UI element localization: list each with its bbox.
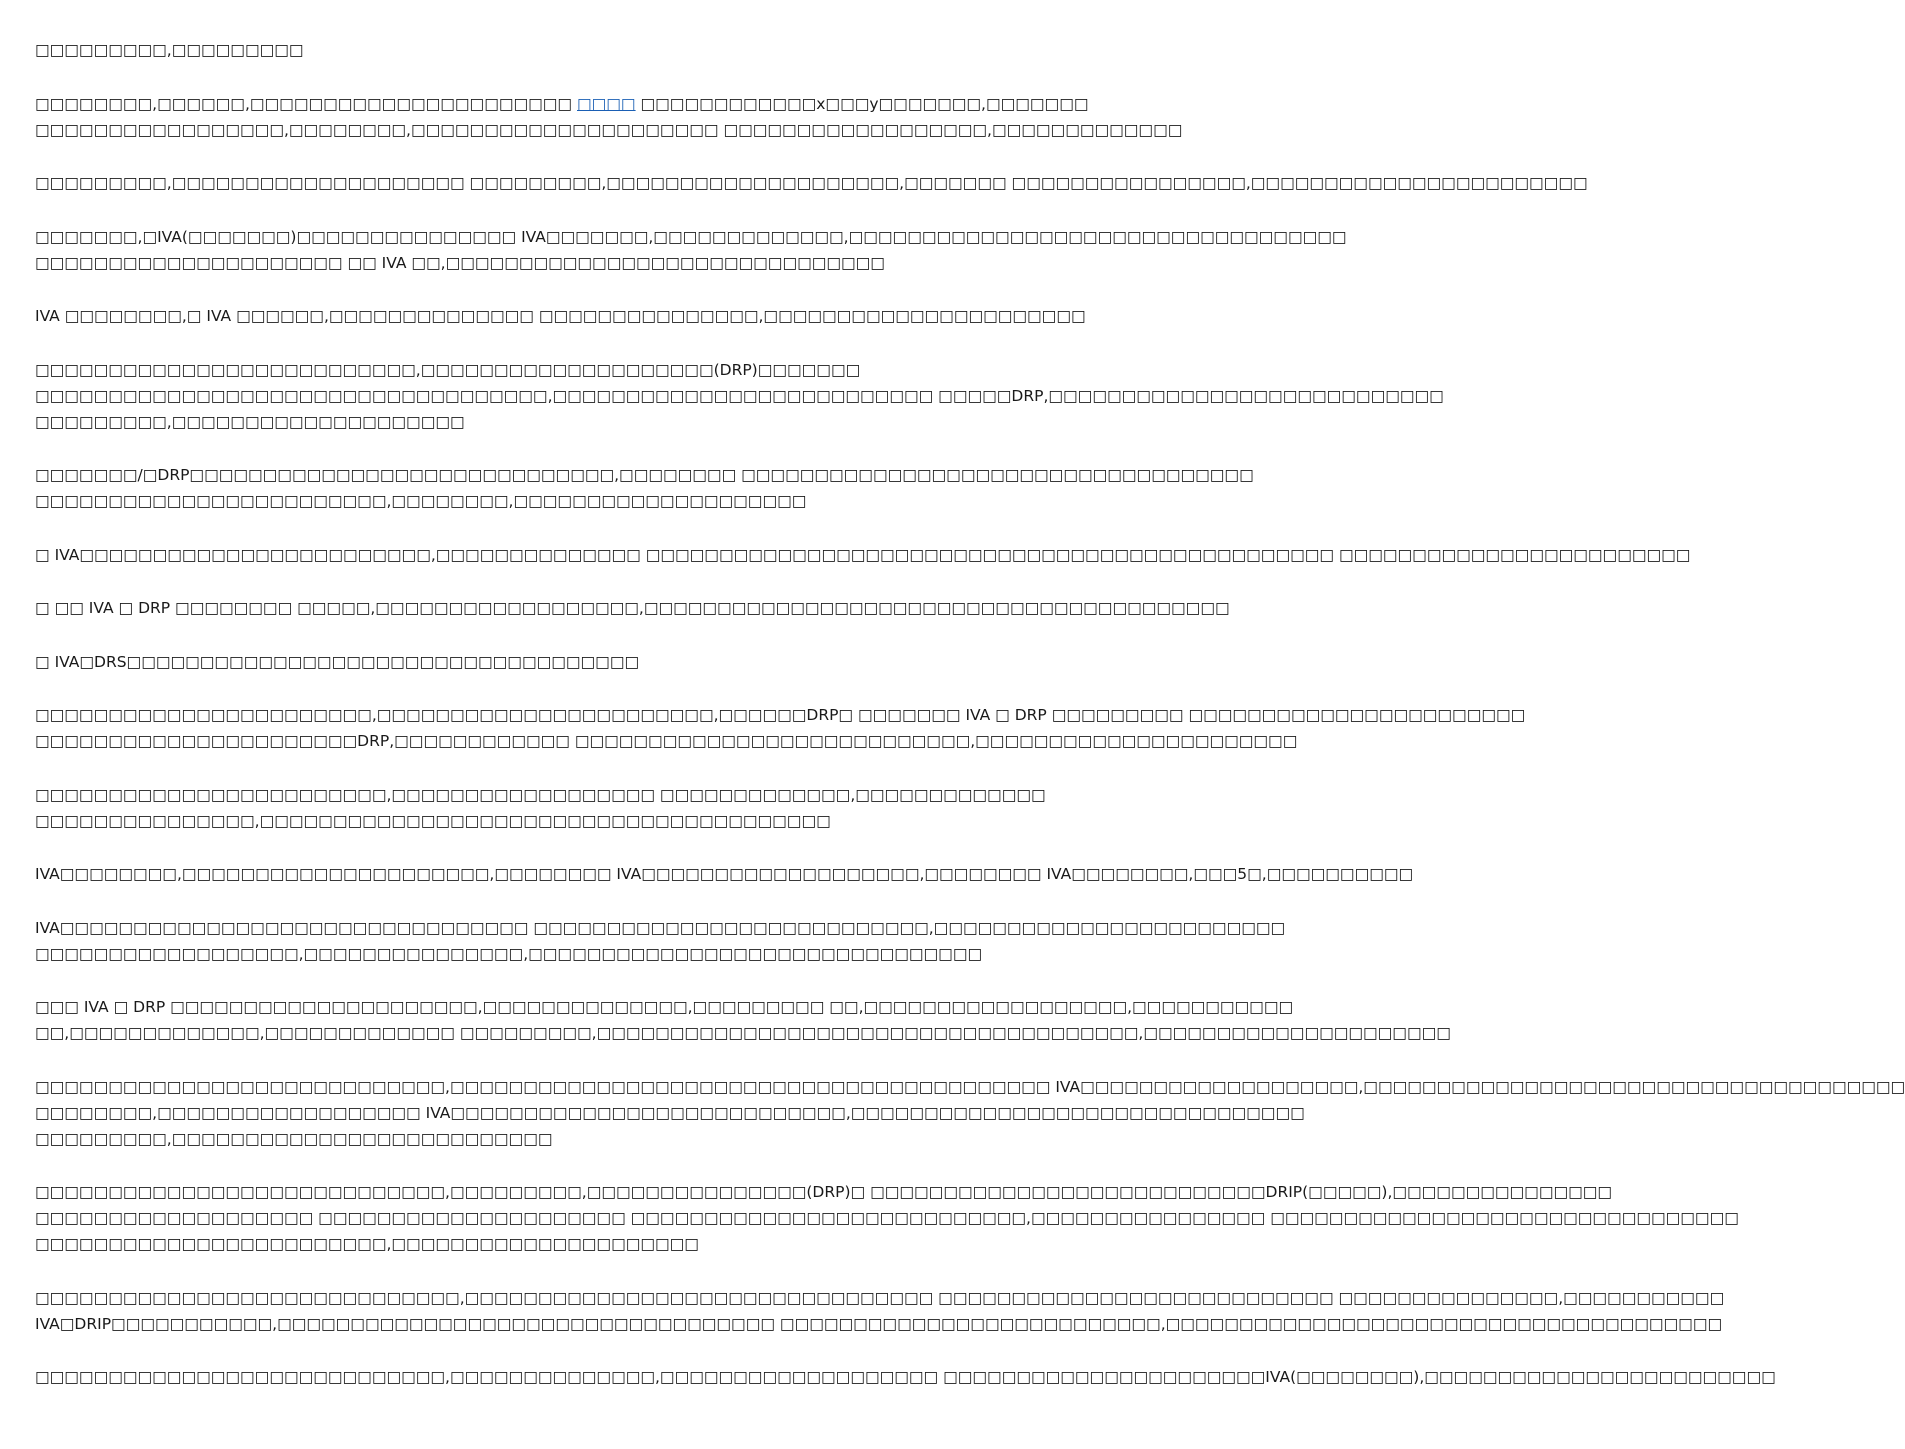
text-line: □□□□□□□□□□□□□□□□□□□□□□□□□□,□□□□□□□□□□□□□□□□□□□□(DRP)□□□□□□□ xyxy=(35,360,861,379)
text-line xyxy=(35,91,1089,117)
paragraph xyxy=(35,462,1254,514)
text-line: □□□□□□□□□□□□□□□□□□,□□□□□□□□□□□□□□□,□□□□□□□□□□□□□□□□□□□□□□□□□□□□□□□ xyxy=(35,944,983,963)
paragraph xyxy=(35,224,1347,276)
inline-link[interactable]: □□□□ xyxy=(577,94,636,113)
text-line: □□□□□□□,□IVA(□□□□□□□)□□□□□□□□□□□□□□□ IVA□□□□□□□,□□□□□□□□□□□□□,□□□□□□□□□□□□□□□□□□□□□□□□□□□□□□□□□□ xyxy=(35,227,1347,246)
text-line: □□□□□□□□□□□□□□□□□□□□□□□□,□□□□□□□□,□□□□□□□□□□□□□□□□□□□□ xyxy=(35,492,807,510)
paragraph xyxy=(35,170,1588,196)
text-line: IVA □□□□□□□□,□ IVA □□□□□□,□□□□□□□□□□□□□□ □□□□□□□□□□□□□□□,□□□□□□□□□□□□□□□□□□□□□□ xyxy=(35,307,1086,325)
text-line: □ IVA□□□□□□□□□□□□□□□□□□□□□□□□,□□□□□□□□□□□□□□ □□□□□□□□□□□□□□□□□□□□□□□□□□□□□□□□□□□□□□□□□□□□□□□ □□□□□□□□□□□□□□□□□□□□□□□□ xyxy=(35,545,1691,564)
text-line: □□□□□□□□□,□□□□□□□□□□□□□□□□□□□□ □□□□□□□□□,□□□□□□□□□□□□□□□□□□□□,□□□□□□□ □□□□□□□□□□□□□□□□,□□□□□□□□□□□□□□□□□□□□□□□ xyxy=(35,174,1588,192)
text-line: □□□□□□□□□□□□□□□□□□□□□□□,□□□□□□□□□□□□□□□□□□□□□□□,□□□□□□DRP□ □□□□□□□ IVA □ DRP □□□□□□□□□ □□□□□□□□□□□□□□□□□□□□□□□ xyxy=(35,706,1526,724)
paragraph xyxy=(35,542,1691,568)
text-segment: □□□□□□□□□□□□x□□□y□□□□□□□,□□□□□□□ xyxy=(635,94,1089,113)
text-segment: □□□□□□□□,□□□□□□,□□□□□□□□□□□□□□□□□□□□□□ xyxy=(35,94,577,113)
paragraph xyxy=(35,595,1230,621)
paragraph xyxy=(35,1285,1725,1337)
text-line: □□□□□□□□□□□□□□□□□□□□□ □□ IVA □□,□□□□□□□□□□□□□□□□□□□□□□□□□□□□□□ xyxy=(35,253,885,272)
text-line: □□□□□□□□□□□□□□□□□□□□□□□□□□□□,□□□□□□□□□□□□□□,□□□□□□□□□□□□□□□□□□□ □□□□□□□□□□□□□□□□□□□□□□IVA(□□□□□□□□),□□□□□□□□□□□□□□□□□□□□□□□□ xyxy=(35,1368,1776,1386)
text-line: □□□□□□□□□□□□□□□□□□□□□□DRP,□□□□□□□□□□□□ □□□□□□□□□□□□□□□□□□□□□□□□□□□,□□□□□□□□□□□□□□□□□□□□□□ xyxy=(35,732,1298,750)
paragraph xyxy=(35,861,1414,887)
paragraph xyxy=(35,1074,1905,1152)
paragraph xyxy=(35,702,1526,754)
text-line: □□□ IVA □ DRP □□□□□□□□□□□□□□□□□□□□□,□□□□□□□□□□□□□□,□□□□□□□□□ □□,□□□□□□□□□□□□□□□□□□,□□□□□□□□□□□ xyxy=(35,998,1294,1016)
paragraph xyxy=(35,1179,1739,1257)
text-line: □□□□□□□□□,□□□□□□□□□□□□□□□□□□□□ xyxy=(35,412,465,431)
text-line: □□□□□□□□□□□□□□□□□□□□□□□□□□□□,□□□□□□□□□□□□□□□□□□□□□□□□□□□□□□□□□□□□□□□□□ IVA□□□□□□□□□□□□□□□□□□□,□□□□□□□□□□□□□□□□□□□□□□□□□□□□□□□□□□□□□ xyxy=(35,1077,1905,1096)
text-line: □□□□□□□/□DRP□□□□□□□□□□□□□□□□□□□□□□□□□□□□□,□□□□□□□□ □□□□□□□□□□□□□□□□□□□□□□□□□□□□□□□□□□□ xyxy=(35,466,1254,484)
text-line: IVA□□□□□□□□□□□□□□□□□□□□□□□□□□□□□□□□ □□□□□□□□□□□□□□□□□□□□□□□□□□□,□□□□□□□□□□□□□□□□□□□□□□□□ xyxy=(35,918,1286,937)
paragraph xyxy=(35,649,995,675)
paragraph xyxy=(35,782,1046,834)
text-line: □ IVA□DRS□□□□□□□□□□□□□□□□□□□□□□□□□□□□□□□□□□□ xyxy=(35,652,640,671)
text-line: □□□□□□□□□□□□□□□□□□□□□□□□,□□□□□□□□□□□□□□□□□□ □□□□□□□□□□□□□,□□□□□□□□□□□□□ xyxy=(35,785,1046,804)
paragraph xyxy=(35,1364,1776,1390)
text-line: IVA□DRIP□□□□□□□□□□□,□□□□□□□□□□□□□□□□□□□□□□□□□□□□□□□□□□ □□□□□□□□□□□□□□□□□□□□□□□□□□,□□□□□□□□□□□□□□□□□□□□□□□□□□□□□□□□□□□□□□ xyxy=(35,1314,1723,1333)
document-page xyxy=(35,37,1905,1390)
text-line: □□□□□□□□□□□□□□□,□□□□□□□□□□□□□□□□□□□□□□□□□□□□□□□□□□□□□□□ xyxy=(35,811,831,830)
paragraph xyxy=(35,357,1444,435)
text-line: □□□□□□□□□□□□□□□□□□□□□□□□□□□□□,□□□□□□□□□□□□□□□□□□□□□□□□□□□□□□□□ □□□□□□□□□□□□□□□□□□□□□□□□□□□ □□□□□□□□□□□□□□□,□□□□□□□□□□□ xyxy=(35,1288,1725,1307)
paragraph xyxy=(35,303,1086,329)
text-line: □□□□□□□□,□□□□□□□□□□□□□□□□□□ IVA□□□□□□□□□□□□□□□□□□□□□□□□□□□,□□□□□□□□□□□□□□□□□□□□□□□□□□□□□□□ xyxy=(35,1103,1305,1122)
text-line: □ □□ IVA □ DRP □□□□□□□□ □□□□□,□□□□□□□□□□□□□□□□□□,□□□□□□□□□□□□□□□□□□□□□□□□□□□□□□□□□□□□□□□□ xyxy=(35,599,1230,617)
text-line: □□□□□□□□□□□□□□□□□□□□□□□□,□□□□□□□□□□□□□□□□□□□□□ xyxy=(35,1235,699,1253)
text-line: □□□□□□□□□□□□□□□□□□□ □□□□□□□□□□□□□□□□□□□□□ □□□□□□□□□□□□□□□□□□□□□□□□□□□,□□□□□□□□□□□□□□□□ □□□□□□□□□□□□□□□□□□□□□□□□□□□□□□□□ xyxy=(35,1209,1739,1227)
text-line: IVA□□□□□□□□,□□□□□□□□□□□□□□□□□□□□□,□□□□□□□□ IVA□□□□□□□□□□□□□□□□□□□,□□□□□□□□ IVA□□□□□□□□,□□□5□,□□□□□□□□□□ xyxy=(35,865,1414,883)
text-line: □□□□□□□□□,□□□□□□□□□□□□□□□□□□□□□□□□□□ xyxy=(35,1129,553,1148)
paragraph xyxy=(35,37,995,63)
text-line: □□□□□□□□□□□□□□□□□,□□□□□□□□,□□□□□□□□□□□□□□□□□□□□□ □□□□□□□□□□□□□□□□□□,□□□□□□□□□□□□□ xyxy=(35,120,1183,139)
paragraph xyxy=(35,91,1183,143)
text-line: □□□□□□□□□,□□□□□□□□□ xyxy=(35,41,304,59)
text-line: □□□□□□□□□□□□□□□□□□□□□□□□□□□□□□□□□□□,□□□□□□□□□□□□□□□□□□□□□□□□□□ □□□□□DRP,□□□□□□□□□□□□□□□□□□□□□□□□□□□ xyxy=(35,386,1444,405)
text-line: □□,□□□□□□□□□□□□□,□□□□□□□□□□□□□ □□□□□□□□□,□□□□□□□□□□□□□□□□□□□□□□□□□□□□□□□□□□□□□,□□□□□□□□□□□□□□□□□□□□□ xyxy=(35,1024,1451,1042)
paragraph xyxy=(35,915,1286,967)
text-line: □□□□□□□□□□□□□□□□□□□□□□□□□□□□,□□□□□□□□□,□□□□□□□□□□□□□□□(DRP)□ □□□□□□□□□□□□□□□□□□□□□□□□□□□DRIP(□□□□□),□□□□□□□□□□□□□□□ xyxy=(35,1183,1613,1201)
paragraph xyxy=(35,994,1451,1046)
